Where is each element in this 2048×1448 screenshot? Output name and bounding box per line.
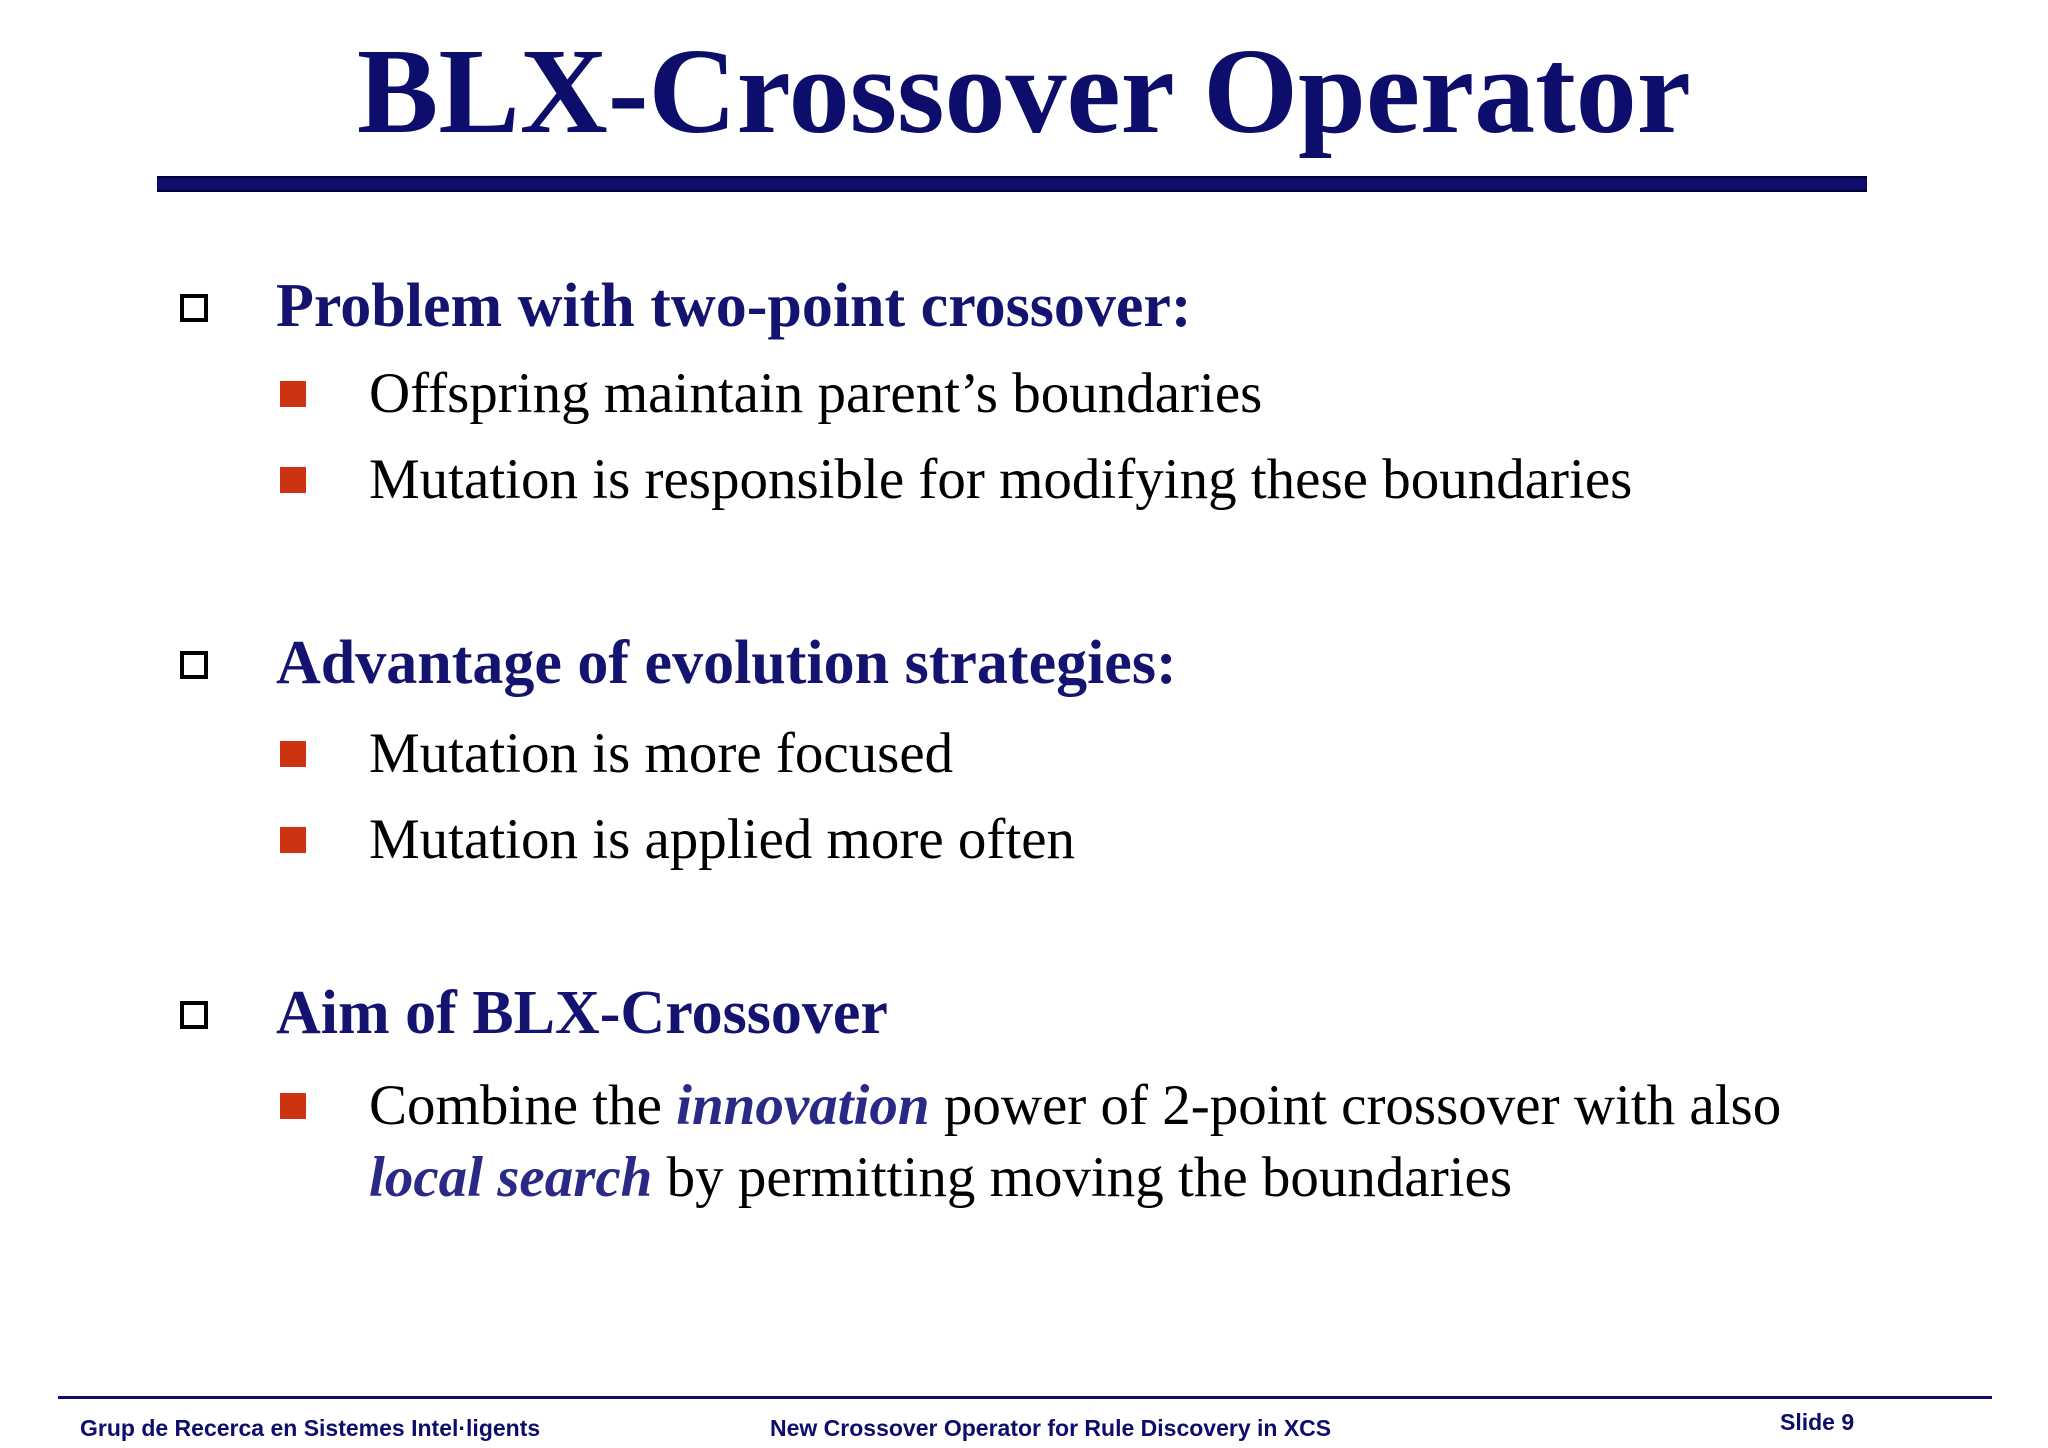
slide-number: Slide 9	[1780, 1409, 1855, 1435]
footer-organization: Grup de Recerca en Sistemes Intel·ligents	[80, 1415, 541, 1441]
list-item: Mutation is more focused	[369, 722, 954, 785]
list-item-line-2	[369, 1143, 1512, 1213]
section-header-aim: Aim of BLX-Crossover	[276, 979, 888, 1047]
text-segment: power of 2-point crossover with also	[929, 1074, 1782, 1137]
hollow-square-bullet-icon	[180, 1001, 208, 1029]
list-item: Offspring maintain parent’s boundaries	[369, 362, 1263, 425]
emphasis-local-search: local search	[369, 1146, 653, 1209]
square-bullet-icon	[280, 1093, 306, 1119]
section-header-problem: Problem with two-point crossover:	[276, 272, 1192, 340]
title-divider	[157, 176, 1867, 192]
section-header-advantage: Advantage of evolution strategies:	[276, 629, 1177, 697]
hollow-square-bullet-icon	[180, 651, 208, 679]
text-segment: by permitting moving the boundaries	[652, 1146, 1513, 1209]
list-item: Mutation is responsible for modifying these boundaries	[369, 448, 1633, 511]
square-bullet-icon	[280, 741, 306, 767]
hollow-square-bullet-icon	[180, 294, 208, 322]
square-bullet-icon	[280, 381, 306, 407]
list-item-line-1	[369, 1071, 1781, 1141]
emphasis-innovation: innovation	[676, 1074, 930, 1137]
text-segment: Combine the	[369, 1074, 677, 1137]
slide-title: BLX-Crossover Operator	[357, 24, 1691, 159]
footer-divider	[58, 1396, 1992, 1399]
list-item: Mutation is applied more often	[369, 808, 1076, 871]
square-bullet-icon	[280, 827, 306, 853]
footer-presentation-title: New Crossover Operator for Rule Discovery in XCS	[770, 1415, 1332, 1441]
square-bullet-icon	[280, 467, 306, 493]
